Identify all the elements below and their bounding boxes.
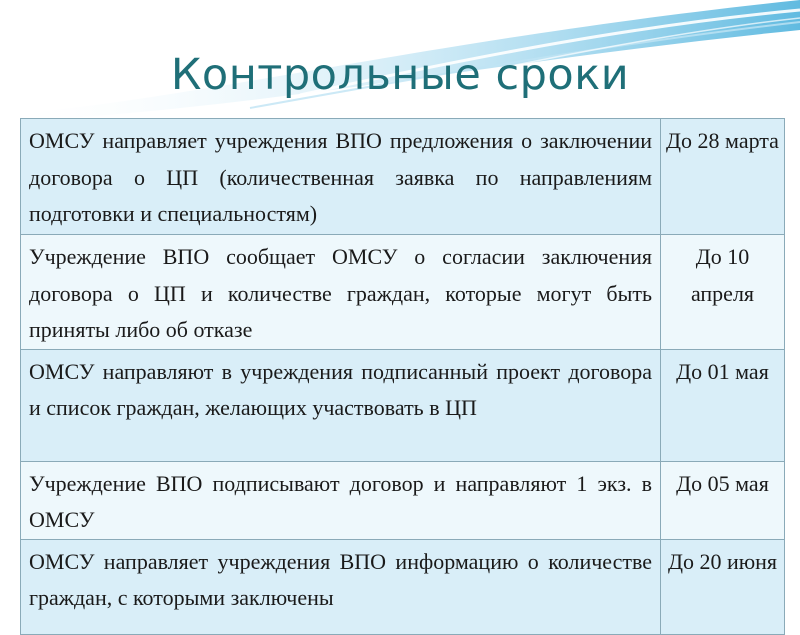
- deadline-cell: До 28 марта: [661, 119, 785, 235]
- table-row: [21, 119, 785, 235]
- table-row: [21, 349, 785, 461]
- task-cell: ОМСУ направляют в учреждения подписанный проект договора и список граждан, желающих участвовать в ЦП: [21, 349, 661, 461]
- deadline-cell: До 01 мая: [661, 349, 785, 461]
- deadline-cell: До 20 июня: [661, 539, 785, 634]
- task-cell: ОМСУ направляет учреждения ВПО информацию о количестве граждан, с которыми заключены: [21, 539, 661, 634]
- table-row: [21, 235, 785, 350]
- deadline-cell: До 05 мая: [661, 461, 785, 539]
- task-cell: Учреждение ВПО сообщает ОМСУ о согласии заключения договора о ЦП и количестве граждан, которые могут быть приняты либо об отказе: [21, 235, 661, 350]
- task-cell: Учреждение ВПО подписывают договор и направляют 1 экз. в ОМСУ: [21, 461, 661, 539]
- table-row: [21, 539, 785, 634]
- task-cell: ОМСУ направляет учреждения ВПО предложения о заключении договора о ЦП (количественная заявка по направлениям подготовки и специальностям): [21, 119, 661, 235]
- table-row: [21, 461, 785, 539]
- slide-title: Контрольные сроки: [170, 50, 630, 100]
- deadline-cell: До 10 апреля: [661, 235, 785, 350]
- deadlines-table: [20, 118, 785, 635]
